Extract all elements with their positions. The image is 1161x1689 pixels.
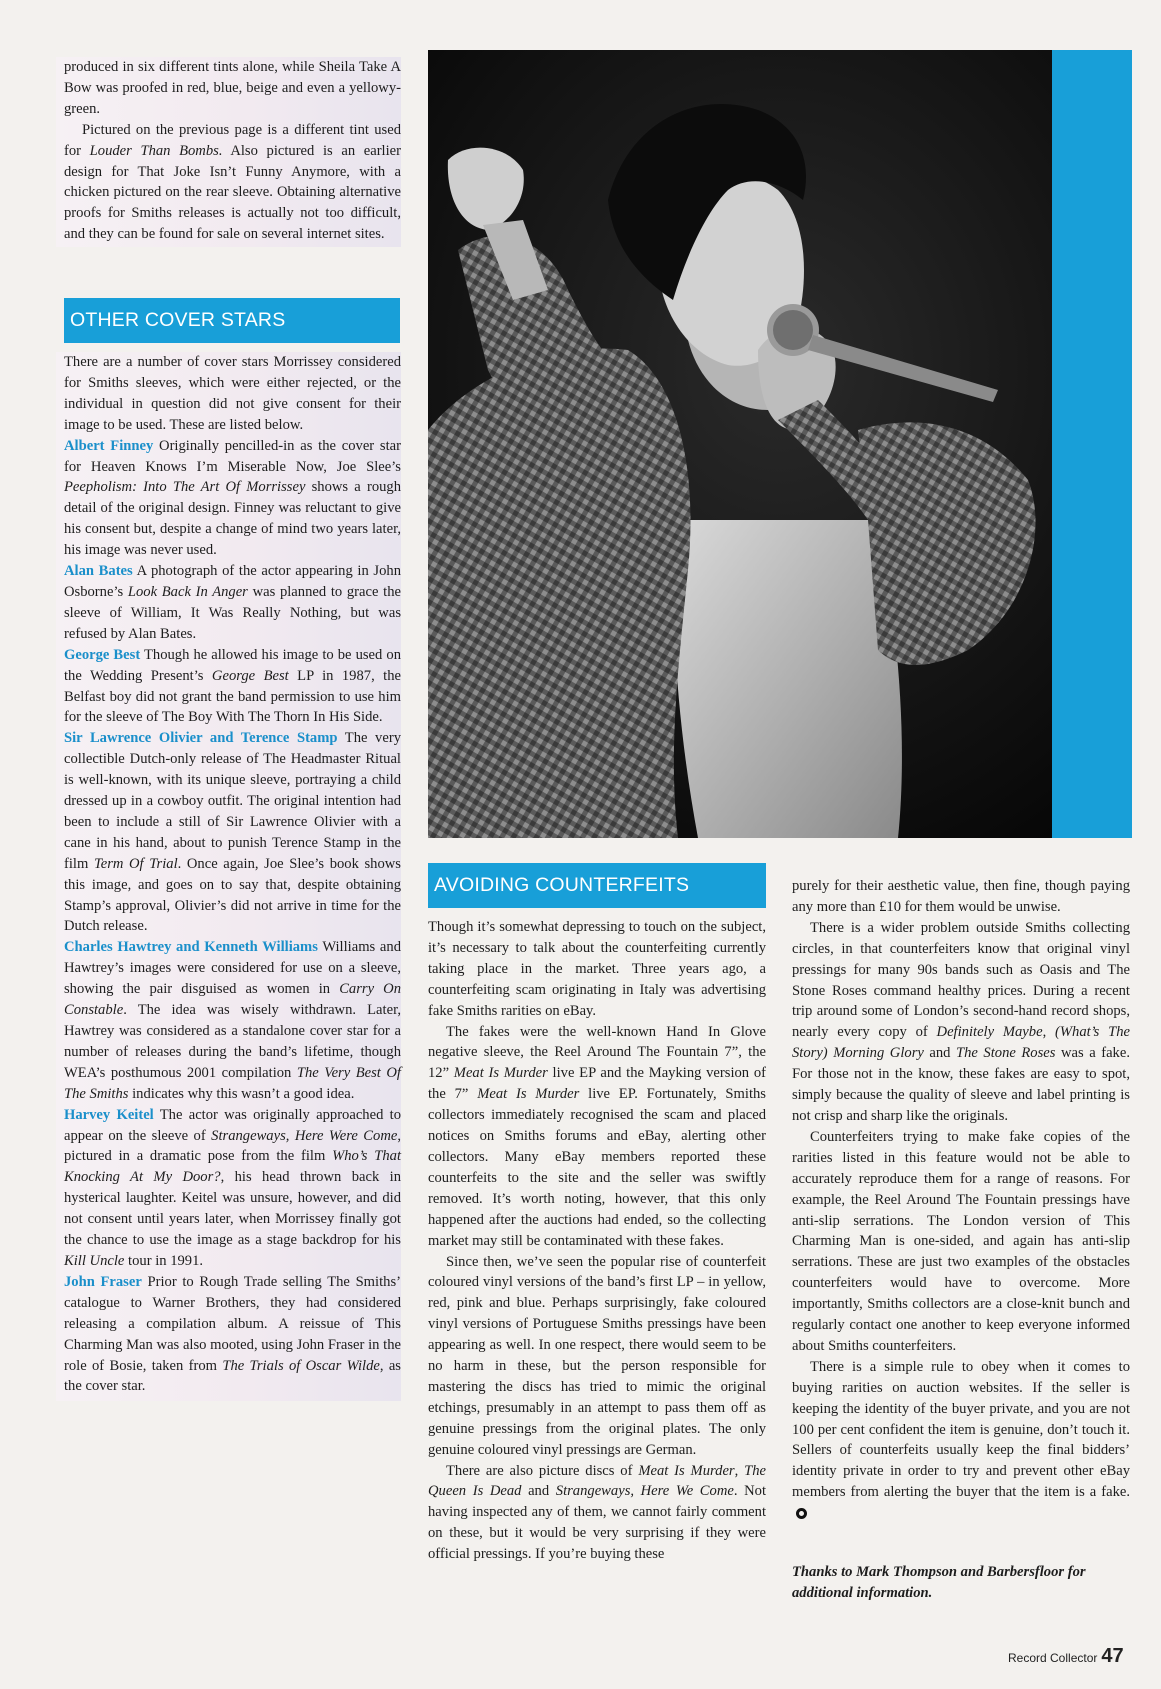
col3-paragraph-1: purely for their aesthetic value, then fine, though paying any more than £10 for them would be unwise. xyxy=(792,878,1130,915)
publication-name: Record Collector xyxy=(1008,1651,1098,1665)
end-mark-icon xyxy=(796,1508,807,1519)
col1-intro xyxy=(56,57,401,247)
col3-paragraph-4: There is a simple rule to obey when it comes to buying rarities on auction websites. If the seller is keeping the identity of the buyer private, and you are not 100 per cent confident the item is genuine, don’t touch it. Sellers of counterfeits usually keep the final bidders’ identity private in order to try and prevent other eBay members from alerting the buyer that the item is a fake. xyxy=(792,1357,1130,1524)
page-number: 47 xyxy=(1101,1645,1124,1667)
entry-george-best: George Best Though he allowed his image to be used on the Wedding Present’s George Best LP in 1987, the Belfast boy did not grant the band permission to use him for the sleeve of The Boy With The Thorn In His Side. xyxy=(64,646,401,726)
entry-alan-bates: Alan Bates A photograph of the actor appearing in John Osborne’s Look Back In Anger was planned to grace the sleeve of William, It Was Really Nothing, but was refused by Alan Bates. xyxy=(64,563,401,642)
intro-paragraph-2: Pictured on the previous page is a different tint used for Louder Than Bombs. Also pictured is an earlier design for That Joke Isn’t Funny Anymore, with a chicken pictured on the rear sleeve. Obtaining alternative proofs for Smiths releases is actually not too difficult, and they can be found for sale on several internet sites. xyxy=(64,121,402,243)
counterfeits-paragraph-1: Though it’s somewhat depressing to touch on the subject, it’s necessary to talk about the counterfeiting currently taking place in the market. Three years ago, a counterfeiting scam originating in Italy was advertising fake Smiths rarities on eBay. xyxy=(428,919,766,1019)
entry-hawtrey-williams: Charles Hawtrey and Kenneth Williams Williams and Hawtrey’s images were considered for use on a sleeve, showing the pair disguised as women in Carry On Constable. The idea was wisely withdrawn. Later, Hawtrey was considered as a standalone cover star for a number of releases during the band’s lifetime, though WEA’s posthumous 2001 compilation The Very Best Of The Smiths indicates why this wasn’t a good idea. xyxy=(64,939,401,1102)
entry-olivier-stamp: Sir Lawrence Olivier and Terence Stamp The very collectible Dutch-only release of The Headmaster Ritual is well-known, with its unique sleeve, portraying a child dressed up in a cowboy outfit. The original intention had been to include a still of Sir Lawrence Olivier with a cane in his hand, about to punish Terence Stamp in the film Term Of Trial. Once again, Joe Slee’s book shows this image, and goes on to say that, despite obtaining Stamp’s approval, Olivier’s did not arrive in time for the Dutch release. xyxy=(64,730,401,935)
counterfeits-paragraph-4: There are also picture discs of Meat Is Murder, The Queen Is Dead and Strangeways, Here We Come. Not having inspected any of them, we cannot fairly comment on these, but it would be very surprising if they were official pressings. If you’re buying these xyxy=(428,1462,766,1563)
counterfeits-paragraph-3: Since then, we’ve seen the popular rise of counterfeit coloured vinyl versions of the band’s first LP – in yellow, red, pink and blue. Perhaps surprisingly, fake coloured vinyl versions of Portuguese Smiths pressings have been appearing as well. In one respect, there would seem to be no harm in these, but the person responsible for mastering the discs has tried to mimic the original etchings, presumably in an attempt to pass them off as genuine pressings from the original plates. The only genuine coloured vinyl pressings are German. xyxy=(428,1253,766,1458)
col3-paragraph-3: Counterfeiters trying to make fake copies of the rarities listed in this feature would not be able to accurately reproduce them for a range of reasons. For example, the Reel Around The Fountain pressings have anti-slip serrations. The London version of This Charming Man is one-sided, and again has anti-slip serrations. These are just two examples of the obstacles counterfeiters would have to overcome. More importantly, Smiths collectors are a close-knit bunch and regularly contact one another to keep everyone informed about Smiths counterfeiters. xyxy=(792,1128,1130,1354)
accent-strip xyxy=(1052,50,1132,838)
entry-harvey-keitel: Harvey Keitel The actor was originally approached to appear on the sleeve of Strangeways, Here Were Come, pictured in a dramatic pose from the film Who’s That Knocking At My Door?, his head thrown back in hysterical laughter. Keitel was unsure, however, and did not consent until years later, when Morrissey finally got the chance to use the image as a stage backdrop for his Kill Uncle tour in 1991. xyxy=(64,1106,401,1269)
singer-photo xyxy=(428,50,1132,838)
col3-paragraph-2: There is a wider problem outside Smiths collecting circles, in that counterfeiters know that original vinyl pressings for many 90s bands such as Oasis and The Stone Roses command healthy prices. During a recent trip around some of London’s second-hand record shops, nearly every copy of Definitely Maybe, (What’s The Story) Morning Glory and The Stone Roses was a fake. For those not in the know, these fakes are easy to spot, simply because the quality of sleeve and label printing is not crisp and sharp like the originals. xyxy=(792,919,1130,1124)
col2-body xyxy=(428,917,766,1565)
credit-line: Thanks to Mark Thompson and Barbersfloor for additional information. xyxy=(792,1564,1086,1601)
heading-avoiding-counterfeits: AVOIDING COUNTERFEITS xyxy=(428,863,766,908)
singer-photo-drawing xyxy=(428,50,1132,838)
counterfeits-paragraph-2: The fakes were the well-known Hand In Glove negative sleeve, the Reel Around The Fountain 7”, the 12” Meat Is Murder live EP and the Mayking version of the 7” Meat Is Murder live EP. Fortunately, Smiths collectors immediately recognised the scam and placed notices on Smiths forums and eBay, alerting other collectors. Many eBay members reported these counterfeits to the site and the seller was swiftly removed. It’s worth noting, however, that this only happened after the auctions had ended, so the collecting market may still be contaminated with these fakes. xyxy=(428,1023,766,1249)
heading-other-cover-stars: OTHER COVER STARS xyxy=(64,298,400,343)
entry-john-fraser: John Fraser Prior to Rough Trade selling The Smiths’ catalogue to Warner Brothers, they had considered releasing a compilation album. A reissue of This Charming Man was also mooted, using John Fraser in the role of Bosie, taken from The Trials of Oscar Wilde, as the cover star. xyxy=(64,1273,401,1395)
entry-albert-finney: Albert Finney Originally pencilled-in as the cover star for Heaven Knows I’m Miserable Now, Joe Slee’s Peepholism: Into The Art Of Morrissey shows a rough detail of the original design. Finney was reluctant to give his consent but, despite a change of mind two years later, his image was never used. xyxy=(64,437,402,559)
lead-paragraph: There are a number of cover stars Morrissey considered for Smiths sleeves, which were either rejected, or the individual in question did not give consent for their image to be used. These are listed below. xyxy=(64,354,401,433)
intro-paragraph-1: produced in six different tints alone, while Sheila Take A Bow was proofed in red, blue, beige and even a yellowy-green. xyxy=(64,59,401,117)
col3-body xyxy=(792,876,1130,1524)
col1-body xyxy=(56,352,401,1401)
page-footer xyxy=(1008,1645,1124,1668)
